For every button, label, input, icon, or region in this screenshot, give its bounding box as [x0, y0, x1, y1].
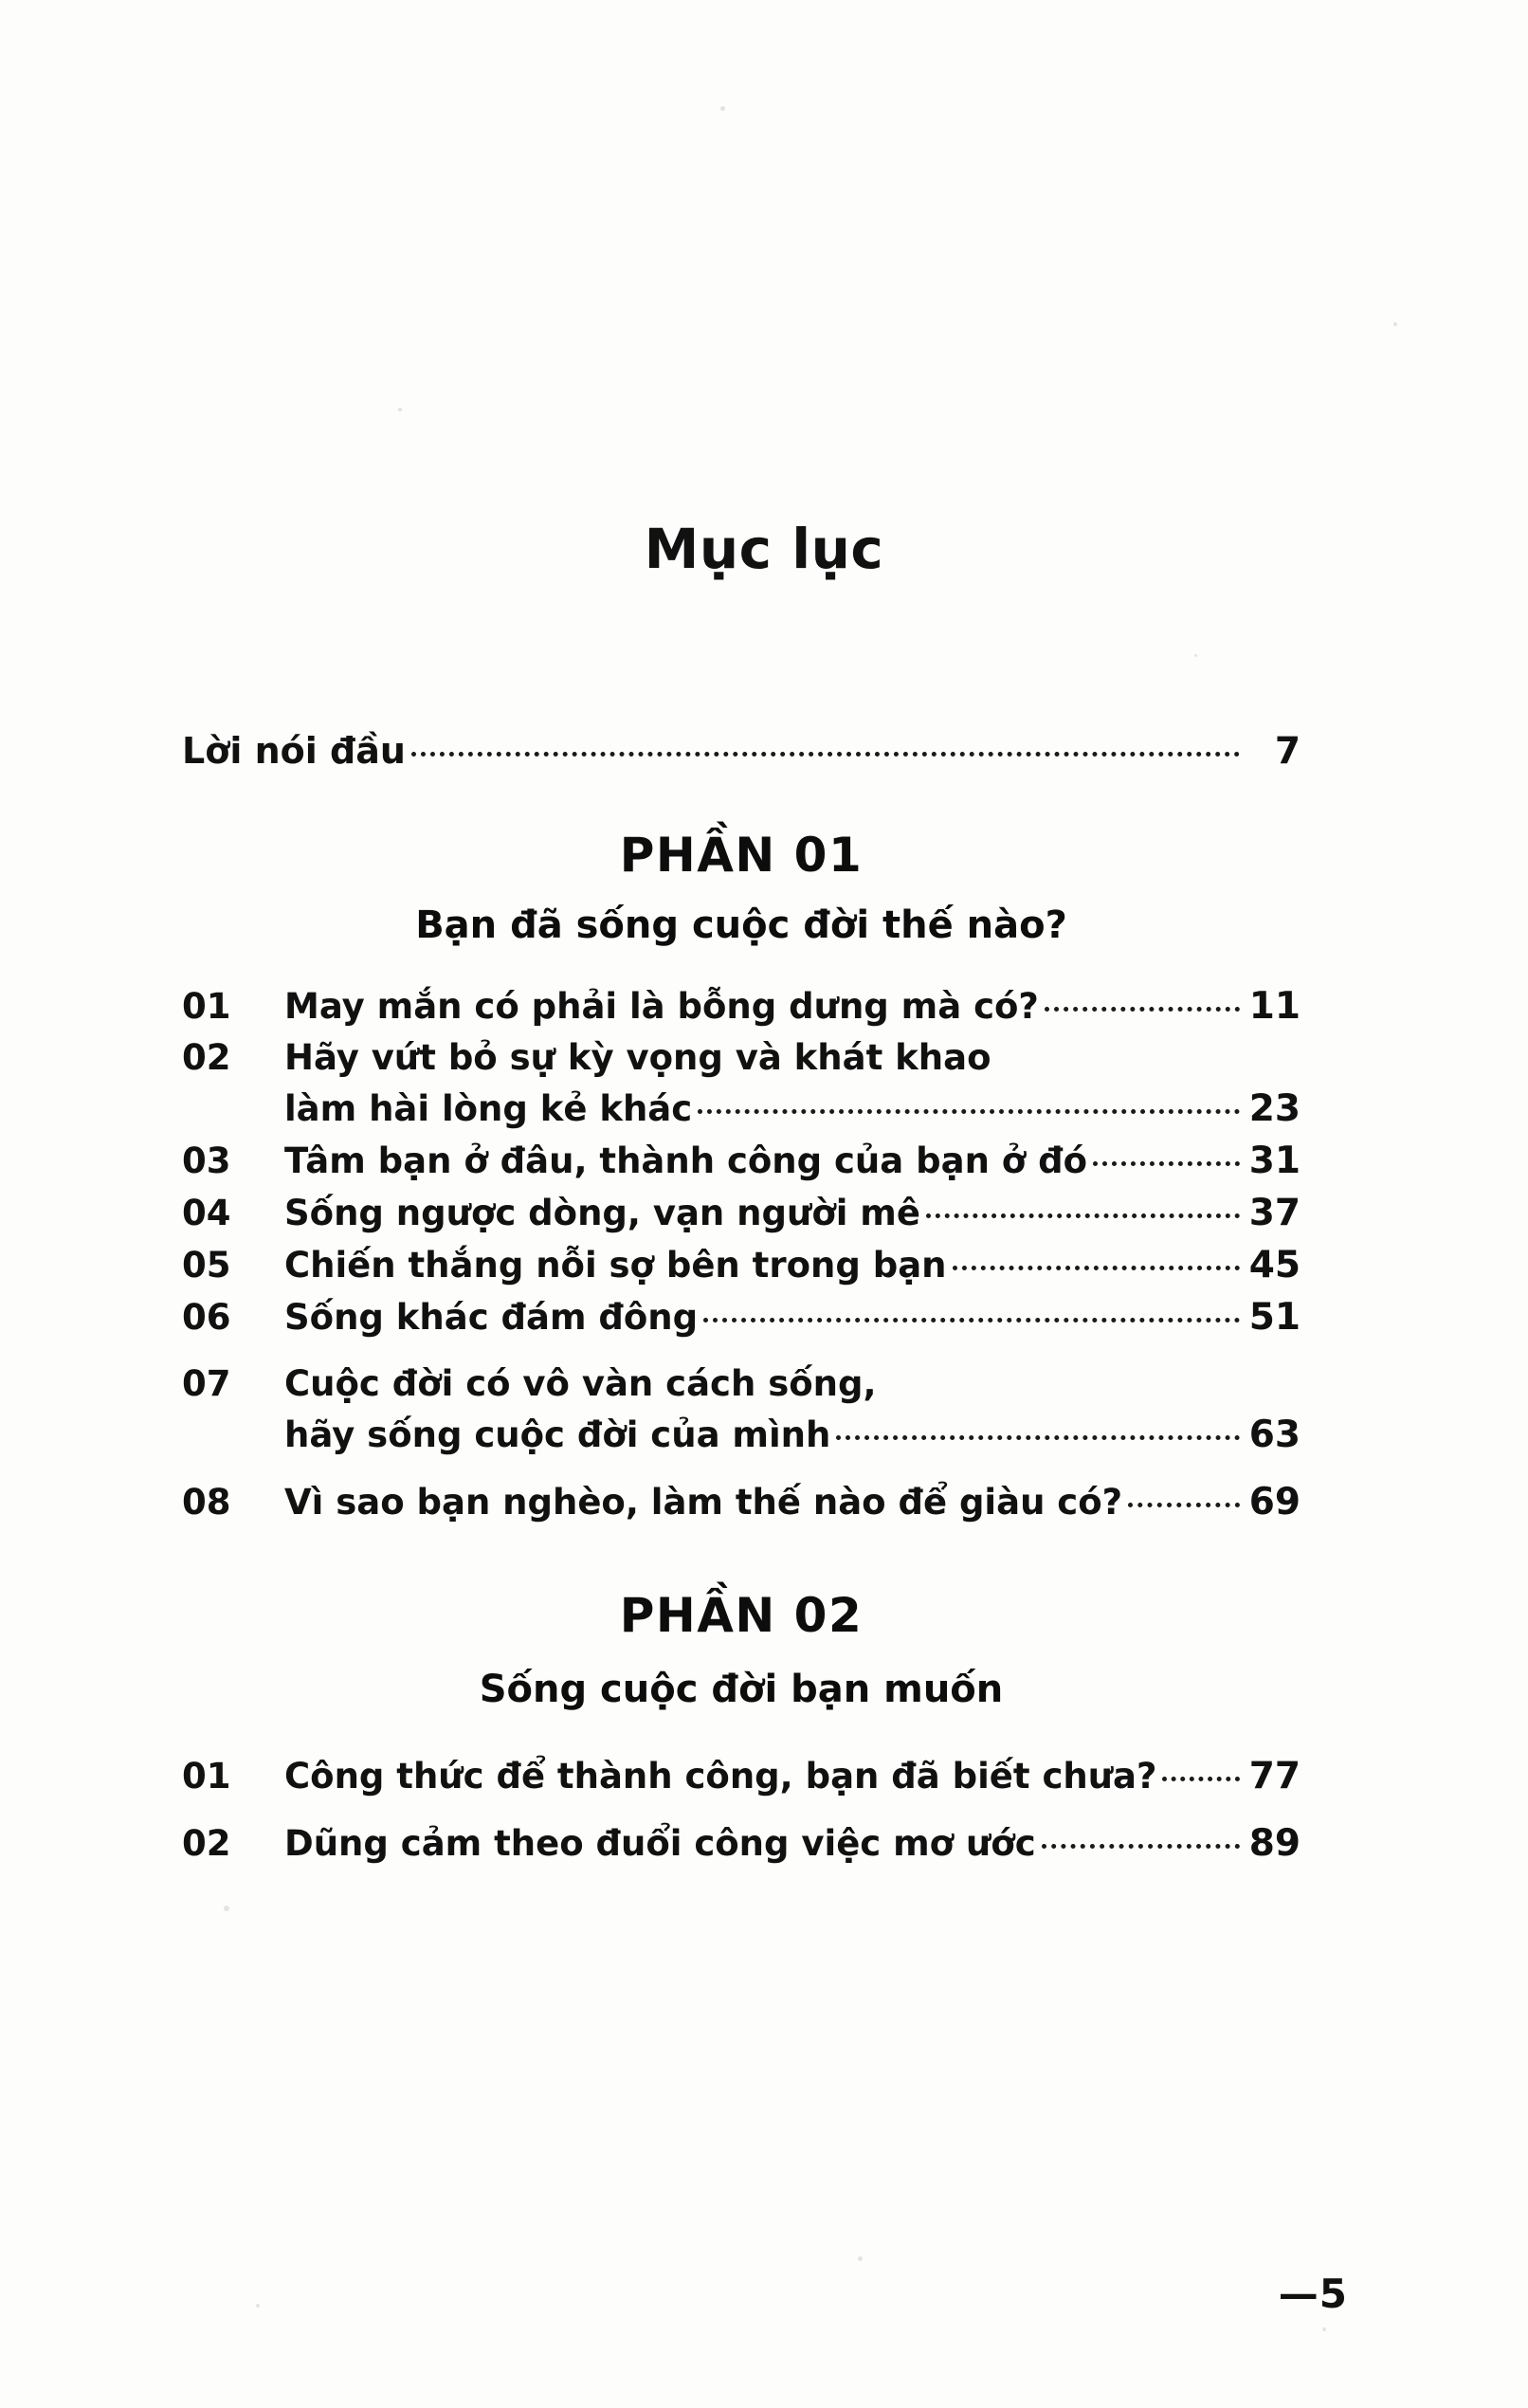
dot-leader: [698, 1108, 1240, 1114]
toc-entry-continuation[interactable]: [182, 1087, 1301, 1130]
toc-entry-number: 02: [182, 1823, 231, 1864]
toc-entry[interactable]: [182, 1192, 1301, 1234]
toc-entry-label: hãy sống cuộc đời của mình: [284, 1414, 831, 1455]
toc-entry-label: May mắn có phải là bỗng dưng mà có?: [284, 986, 1039, 1027]
toc-entry-number: 01: [182, 986, 231, 1027]
toc-entry-preface[interactable]: [182, 730, 1301, 773]
toc-entry-page: 89: [1248, 1822, 1301, 1865]
toc-entry-page: 69: [1248, 1481, 1301, 1523]
toc-entry-number: 06: [182, 1297, 231, 1338]
toc-entry-number: 03: [182, 1140, 231, 1181]
toc-entry[interactable]: [182, 1481, 1301, 1523]
toc-list: [182, 730, 1301, 1874]
part-subtitle-02: Sống cuộc đời bạn muốn: [479, 1668, 1004, 1711]
spacer: [182, 883, 1301, 903]
toc-entry-label: Cuộc đời có vô vàn cách sống,: [284, 1363, 877, 1404]
dot-leader: [953, 1265, 1240, 1270]
toc-entry-label: Sống ngược dòng, vạn người mê: [284, 1193, 920, 1233]
dot-leader: [1042, 1843, 1240, 1849]
toc-entry-number: 04: [182, 1193, 231, 1233]
toc-entry-number: 01: [182, 1756, 231, 1797]
dot-leader: [1093, 1160, 1240, 1166]
toc-entry-page: 37: [1248, 1192, 1301, 1234]
toc-entry-label: Công thức để thành công, bạn đã biết chưa?: [284, 1756, 1157, 1797]
page-number: —5: [1278, 2271, 1348, 2317]
spacer: [182, 1348, 1301, 1363]
spacer: [182, 773, 1301, 828]
toc-entry[interactable]: [182, 1037, 1301, 1078]
toc-entry-page: 23: [1248, 1087, 1301, 1130]
toc-entry-continuation[interactable]: [182, 1414, 1301, 1456]
toc-entry[interactable]: [182, 1363, 1301, 1404]
toc-entry-page: 7: [1274, 730, 1301, 773]
toc-entry-number: 02: [182, 1037, 231, 1078]
toc-entry-page: 31: [1248, 1140, 1301, 1182]
page-title: Mục lục: [644, 517, 884, 581]
dot-leader: [1128, 1502, 1240, 1507]
dot-leader: [926, 1213, 1240, 1218]
toc-entry-label: Chiến thắng nỗi sợ bên trong bạn: [284, 1245, 947, 1286]
toc-entry-page: 63: [1248, 1414, 1301, 1456]
spacer: [182, 1466, 1301, 1481]
dot-leader: [836, 1434, 1240, 1440]
toc-entry-label: Lời nói đầu: [182, 730, 406, 772]
toc-entry-label: Hãy vứt bỏ sự kỳ vọng và khát khao: [284, 1037, 991, 1078]
toc-entry-number: 05: [182, 1245, 231, 1286]
toc-entry-page: 45: [1248, 1244, 1301, 1286]
toc-entry[interactable]: [182, 1755, 1301, 1797]
toc-entry[interactable]: [182, 1244, 1301, 1286]
toc-entry-number: 08: [182, 1482, 231, 1523]
spacer: [182, 1711, 1301, 1755]
part-heading-01: PHẦN 01: [619, 828, 864, 883]
dot-leader: [1045, 1006, 1240, 1012]
toc-entry[interactable]: [182, 1296, 1301, 1339]
toc-entry-page: 11: [1248, 985, 1301, 1028]
spacer: [182, 1533, 1301, 1588]
toc-entry-label: Sống khác đám đông: [284, 1297, 699, 1338]
dot-leader: [703, 1317, 1240, 1323]
toc-entry[interactable]: [182, 985, 1301, 1028]
spacer: [182, 1807, 1301, 1822]
toc-entry-label: Dũng cảm theo đuổi công việc mơ ước: [284, 1823, 1036, 1864]
part-heading-02: PHẦN 02: [619, 1588, 864, 1643]
toc-entry-label: làm hài lòng kẻ khác: [284, 1088, 693, 1129]
spacer: [182, 1643, 1301, 1668]
dot-leader: [411, 751, 1240, 757]
toc-entry[interactable]: [182, 1822, 1301, 1865]
toc-entry-page: 51: [1248, 1296, 1301, 1339]
toc-entry-number: 07: [182, 1363, 231, 1404]
toc-entry-page: 77: [1248, 1755, 1301, 1797]
toc-entry-label: Vì sao bạn nghèo, làm thế nào để giàu có?: [284, 1482, 1123, 1523]
toc-entry[interactable]: [182, 1140, 1301, 1182]
toc-entry-label: Tâm bạn ở đâu, thành công của bạn ở đó: [284, 1140, 1088, 1181]
dot-leader: [1162, 1776, 1240, 1781]
spacer: [182, 947, 1301, 985]
part-subtitle-01: Bạn đã sống cuộc đời thế nào?: [415, 903, 1067, 947]
